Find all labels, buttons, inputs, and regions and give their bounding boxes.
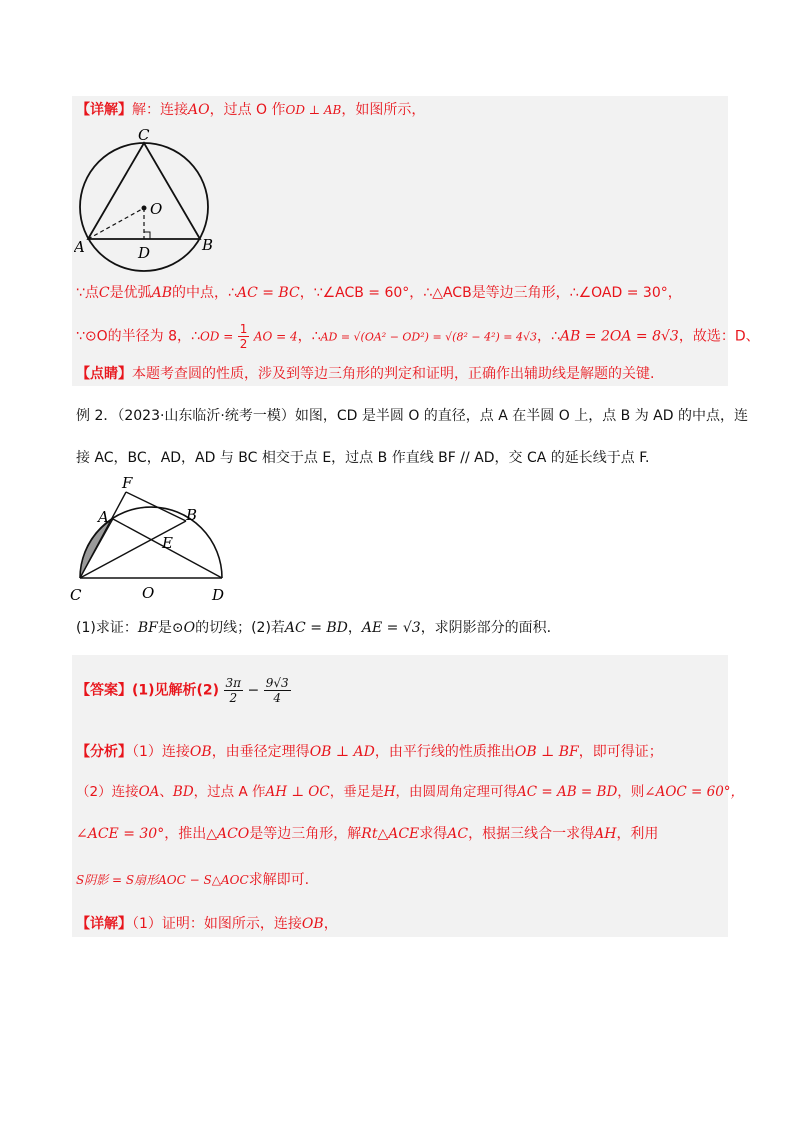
- fraction-one-half: $\frac{1}{2}$: [239, 322, 248, 351]
- label-c: C: [138, 126, 150, 144]
- label-e: E: [162, 534, 173, 552]
- reasoning-line-2: ∵⊙O的半径为 8，∴OD = $\frac{1}{2}$ AO = 4，∴AD = √(OA² − OD²) = √(8² − 4²) = 4√3，∴AB = 2OA = 8√3，故选：D、: [76, 322, 760, 351]
- label-d: D: [138, 244, 151, 262]
- detail2-tag: 【详解】: [76, 916, 132, 932]
- example2-line-1: 例 2．（2023·山东临沂·统考一模）如图，CD 是半圆 O 的直径，点 A 在半圆 O 上，点 B 为 AD 的中点，连: [76, 408, 748, 424]
- analysis-line-3: ∠ACE = 30°，推出△ACO是等边三角形，解Rt△ACE求得AC，根据三线合一求得AH，利用: [76, 826, 659, 842]
- tip-line: 【点睛】本题考查圆的性质，涉及到等边三角形的判定和证明，正确作出辅助线是解题的关键.: [76, 366, 655, 382]
- reasoning-line-1: ∵点C是优弧AB的中点，∴AC = BC，∵∠ACB = 60°，∴△ACB是等边三角形，∴∠OAD = 30°，: [76, 285, 682, 301]
- label-b2: B: [186, 506, 198, 524]
- fraction-3pi-over-2: $\frac{3\pi}{2}$: [225, 676, 242, 705]
- detail-tag: 【详解】: [76, 102, 132, 118]
- detail-line-1: 【详解】解：连接AO，过点 O 作OD ⊥ AB，如图所示，: [76, 102, 426, 118]
- detail2-line: 【详解】（1）证明：如图所示，连接OB，: [76, 916, 338, 932]
- answer-tag: 【答案】: [76, 682, 132, 699]
- tip-tag: 【点睛】: [76, 366, 132, 382]
- analysis-line-2: （2）连接OA、BD，过点 A 作AH ⊥ OC，垂足是H，由圆周角定理可得AC = AB = BD，则∠AOC = 60°，: [76, 784, 745, 800]
- label-o: O: [150, 200, 163, 218]
- label-f: F: [122, 474, 133, 492]
- figure-circle-triangle: [74, 126, 224, 274]
- analysis-line-1: 【分析】（1）连接OB，由垂径定理得OB ⊥ AD，由平行线的性质推出OB ⊥ BF，即可得证；: [76, 744, 663, 760]
- fraction-9root3-over-4: $\frac{9√3}{4}$: [265, 676, 289, 705]
- label-a: A: [74, 238, 85, 256]
- label-a2: A: [98, 508, 109, 526]
- line-fb: [126, 492, 186, 521]
- label-c2: C: [70, 586, 82, 604]
- label-o2: O: [142, 584, 155, 602]
- example2-line-2: 接 AC，BC，AD，AD 与 BC 相交于点 E，过点 B 作直线 BF // AD，交 CA 的延长线于点 F.: [76, 450, 650, 466]
- question-line: (1)求证：BF是⊙O的切线；(2)若AC = BD，AE = √3，求阴影部分的面积.: [76, 620, 552, 636]
- right-angle-mark: [144, 232, 150, 239]
- label-b: B: [202, 236, 214, 254]
- analysis-line-4: S阴影 = S扇形AOC − S△AOC求解即可.: [76, 872, 310, 888]
- figure-semicircle: [68, 474, 238, 606]
- center-point: [142, 206, 147, 211]
- answer-line: 【答案】(1)见解析(2) $\frac{3\pi}{2}$ − $\frac{9√3}{4}$: [76, 676, 289, 705]
- label-d2: D: [212, 586, 225, 604]
- analysis-tag: 【分析】: [76, 744, 132, 760]
